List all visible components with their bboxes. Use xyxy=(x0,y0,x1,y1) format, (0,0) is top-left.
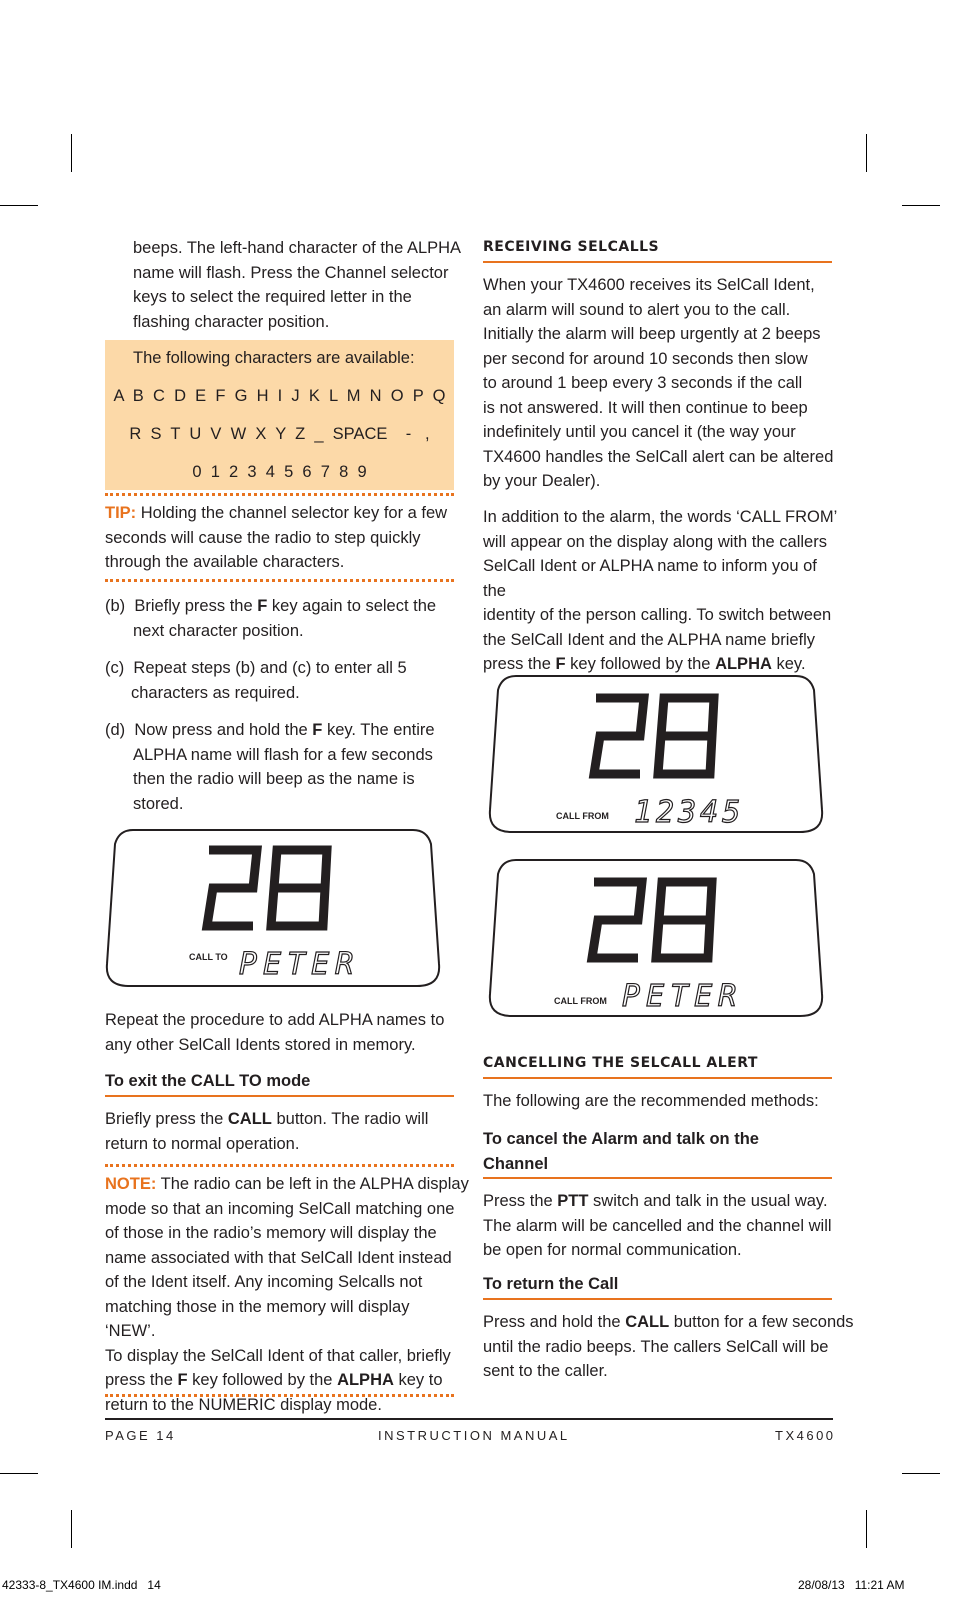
text-line: In addition to the alarm, the words ‘CALL FROM’ xyxy=(483,508,838,526)
text-line: TX4600 handles the SelCall alert can be altered xyxy=(483,447,834,466)
text-line: return to normal operation. xyxy=(105,1134,300,1153)
lcd-mode-label: CALL FROM xyxy=(554,996,607,1006)
note-label: NOTE: xyxy=(105,1175,157,1193)
lcd-name-readout: PETER xyxy=(239,947,360,982)
crop-mark xyxy=(0,1473,38,1474)
chars-title: The following characters are available: xyxy=(133,349,415,367)
crop-mark xyxy=(866,134,867,172)
exit-call-to-heading: To exit the CALL TO mode xyxy=(105,1072,311,1090)
text-line: matching those in the memory will display ‘NEW’. xyxy=(105,1297,410,1340)
text-line: is not answered. It will then continue to beep xyxy=(483,398,808,417)
dotted-divider xyxy=(105,579,454,582)
text-line: by your Dealer). xyxy=(483,472,601,490)
footer-rule xyxy=(105,1418,833,1420)
cancel-intro: The following are the recommended methods: xyxy=(483,1092,819,1110)
text-line: be open for normal communication. xyxy=(483,1241,742,1259)
chars-row-letters-1: A B C D E F G H I J K L M N O P Q xyxy=(113,387,446,405)
key-name: F xyxy=(257,597,268,615)
text-line: key followed by the xyxy=(565,655,716,673)
lcd-display-call-from-name xyxy=(488,858,824,1020)
text-line: then the radio will beep as the name is xyxy=(133,770,415,788)
print-slug-date: 28/08/13 11:21 AM xyxy=(798,1578,905,1592)
text-line: press the xyxy=(483,655,556,673)
crop-mark xyxy=(902,1473,940,1474)
text-line: until the radio beeps. The callers SelCall will be xyxy=(483,1337,829,1356)
crop-mark xyxy=(0,205,38,206)
text-line: Press the xyxy=(483,1192,558,1210)
text-line: key again to select the xyxy=(267,597,437,615)
text-line: When your TX4600 receives its SelCall Ident, xyxy=(483,276,815,294)
crop-mark xyxy=(866,1510,867,1548)
text-line: switch and talk in the usual way. xyxy=(588,1192,828,1210)
text-line: name will flash. Press the Channel selector xyxy=(133,263,449,282)
dotted-divider xyxy=(105,1164,454,1167)
repeat-paragraph xyxy=(105,1008,457,1057)
text-line: key. The entire xyxy=(322,721,435,739)
text-line: keys to select the required letter in the xyxy=(133,288,412,306)
seven-segment-channel xyxy=(594,698,714,774)
print-slug-file: 42333-8_TX4600 IM.indd 14 xyxy=(2,1578,161,1592)
heading-underline xyxy=(105,1095,454,1097)
text-line: button. The radio will xyxy=(271,1110,429,1128)
text-line: The alarm will be cancelled and the channel will xyxy=(483,1216,832,1235)
crop-mark xyxy=(71,1510,72,1548)
text-line: Holding the channel selector key for a few xyxy=(136,504,448,522)
cancel-and-talk-paragraph xyxy=(483,1189,838,1263)
text-line: indefinitely until you cancel it (the way your xyxy=(483,423,796,441)
text-line: To display the SelCall Ident of that caller, briefly xyxy=(105,1346,451,1365)
note-paragraph xyxy=(105,1172,469,1417)
key-name: PTT xyxy=(557,1192,589,1210)
lcd-display-call-from-ident xyxy=(488,674,824,836)
text-line: through the available characters. xyxy=(105,553,345,571)
lcd-display-call-to xyxy=(105,828,441,990)
text-line: press the xyxy=(105,1371,178,1389)
text-line: SelCall Ident or ALPHA name to inform you of the xyxy=(483,557,817,600)
dotted-divider xyxy=(105,1394,454,1397)
text-line: Briefly press the xyxy=(105,1110,228,1128)
text-line: (c) Repeat steps (b) and (c) to enter all 5 xyxy=(105,659,407,677)
text-line: stored. xyxy=(133,794,184,813)
key-name: F xyxy=(312,721,323,739)
text-line: characters as required. xyxy=(131,683,300,702)
step-d xyxy=(105,718,457,816)
key-name: F xyxy=(177,1371,188,1389)
text-line: key to xyxy=(393,1371,443,1389)
text-line: Repeat the procedure to add ALPHA names to xyxy=(105,1011,445,1029)
text-line: Initially the alarm will beep urgently at 2 beeps xyxy=(483,325,821,343)
heading-underline xyxy=(483,1298,832,1300)
text-line: identity of the person calling. To switch between xyxy=(483,606,832,624)
text-line: Press and hold the xyxy=(483,1313,626,1331)
intro-paragraph xyxy=(133,236,463,334)
text-line: the SelCall Ident and the ALPHA name briefly xyxy=(483,630,816,649)
text-line: sent to the caller. xyxy=(483,1362,608,1380)
text-line: an alarm will sound to alert you to the call. xyxy=(483,300,791,319)
exit-paragraph xyxy=(105,1107,457,1156)
text-line: name associated with that SelCall Ident instead xyxy=(105,1248,452,1267)
heading-underline xyxy=(483,1077,832,1079)
text-line: button for a few seconds xyxy=(669,1313,854,1331)
text-line: mode so that an incoming SelCall matching one xyxy=(105,1199,455,1218)
text-line: To cancel the Alarm and talk on the xyxy=(483,1130,759,1148)
return-call-heading: To return the Call xyxy=(483,1275,619,1293)
key-name: F xyxy=(555,655,566,673)
text-line: to around 1 beep every 3 seconds if the call xyxy=(483,374,803,392)
text-line: key. xyxy=(771,655,806,673)
key-name: ALPHA xyxy=(337,1371,394,1389)
step-c xyxy=(105,656,457,705)
return-call-paragraph xyxy=(483,1310,854,1384)
step-b xyxy=(105,594,457,643)
text-line: of the Ident itself. Any incoming Selcalls not xyxy=(105,1273,423,1291)
text-line: key followed by the xyxy=(187,1371,338,1389)
manual-title: INSTRUCTION MANUAL xyxy=(378,1428,570,1443)
text-line: ALPHA name will flash for a few seconds xyxy=(133,745,433,764)
text-line: beeps. The left-hand character of the ALPHA xyxy=(133,239,462,257)
tip-paragraph xyxy=(105,501,457,575)
receiving-paragraph xyxy=(483,273,838,494)
crop-mark xyxy=(902,205,940,206)
text-line: next character position. xyxy=(133,621,304,640)
seven-segment-channel xyxy=(207,850,327,926)
heading-underline xyxy=(483,1177,832,1179)
text-line: Channel xyxy=(483,1154,549,1173)
cancel-and-talk-heading xyxy=(483,1127,838,1176)
text-line: any other SelCall Idents stored in memory. xyxy=(105,1035,416,1054)
text-line: (d) Now press and hold the xyxy=(105,721,313,739)
text-line: of those in the radio’s memory will display the xyxy=(105,1224,437,1242)
lcd-ident-readout: 12345 xyxy=(634,795,745,830)
page-number: PAGE 14 xyxy=(105,1428,176,1443)
heading-underline xyxy=(483,261,832,263)
lcd-mode-label: CALL TO xyxy=(189,952,228,962)
text-line: flashing character position. xyxy=(133,312,330,331)
chars-row-digits: 0 1 2 3 4 5 6 7 8 9 xyxy=(192,463,367,481)
cancelling-selcall-heading: CANCELLING THE SELCALL ALERT xyxy=(483,1055,758,1071)
call-from-paragraph xyxy=(483,505,843,677)
tip-label: TIP: xyxy=(105,504,137,522)
chars-row-letters-2: R S T U V W X Y Z _ SPACE - , xyxy=(129,425,430,443)
seven-segment-channel xyxy=(592,882,712,958)
text-line: return to the NUMERIC display mode. xyxy=(105,1395,382,1414)
text-line: The radio can be left in the ALPHA display xyxy=(156,1175,469,1193)
text-line: per second for around 10 seconds then slow xyxy=(483,349,808,368)
text-line: will appear on the display along with the callers xyxy=(483,532,827,551)
text-line: (b) Briefly press the xyxy=(105,597,258,615)
key-name: CALL xyxy=(227,1110,272,1128)
dotted-divider xyxy=(105,493,454,496)
key-name: ALPHA xyxy=(715,655,772,673)
crop-mark xyxy=(71,134,72,172)
lcd-mode-label: CALL FROM xyxy=(556,811,609,821)
receiving-selcalls-heading: RECEIVING SELCALLS xyxy=(483,239,660,255)
text-line: seconds will cause the radio to step quickly xyxy=(105,528,421,547)
model-name: TX4600 xyxy=(775,1428,836,1443)
key-name: CALL xyxy=(625,1313,670,1331)
lcd-name-readout: PETER xyxy=(622,979,743,1014)
